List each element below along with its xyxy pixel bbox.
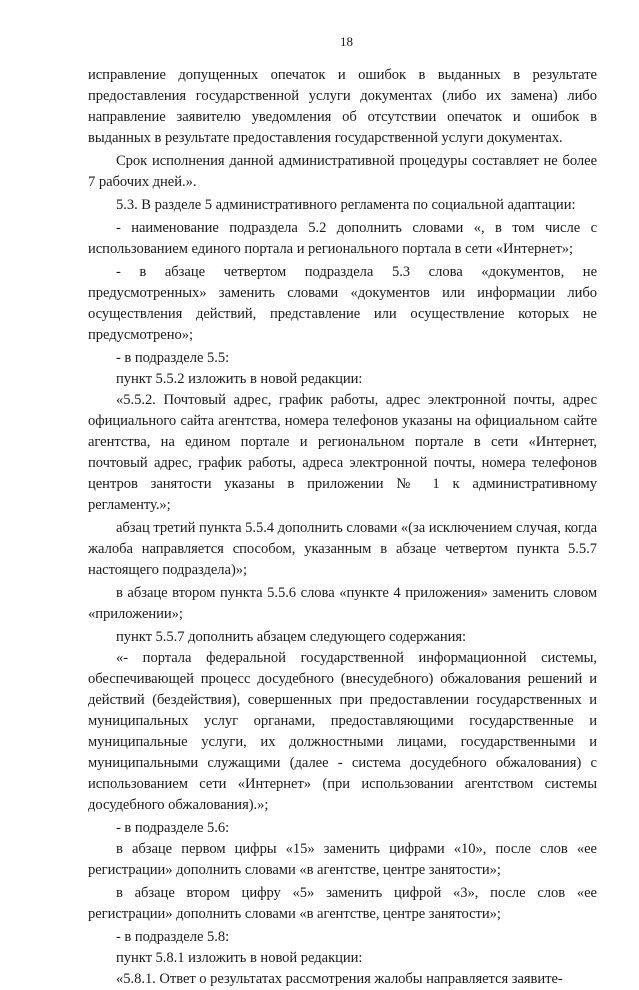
paragraph: абзац третий пункта 5.5.4 дополнить словами «(за исключением случая, когда жалоба направляется способом, указанным в абзаце четвертом пункта 5.5.7 настоящего подраздела)»; — [88, 520, 597, 578]
page-number: 18 — [340, 34, 353, 49]
document-body — [88, 65, 597, 990]
paragraph: - в абзаце четвертом подраздела 5.3 слова «документов, не предусмотренных» заменить словами «документов или информации либо осуществления действий, представление или осуществление которых не предусмотрено»; — [88, 264, 597, 343]
paragraph: в абзаце втором пункта 5.5.6 слова «пункте 4 приложения» заменить словом «приложении»; — [88, 585, 597, 622]
paragraph: пункт 5.5.7 дополнить абзацем следующего содержания: — [116, 629, 467, 645]
paragraph: пункт 5.8.1 изложить в новой редакции: — [116, 950, 363, 966]
paragraph: исправление допущенных опечаток и ошибок в выданных в результате предоставления государственной услуги документах (либо их замена) либо направление заявителю уведомления об отсутствии опечаток и ошибок в выданных в результате предоставления государственной услуги документах. — [88, 67, 597, 146]
paragraph: «5.5.2. Почтовый адрес, график работы, адрес электронной почты, адрес официального сайта агентства, номера телефонов указаны на официальном сайте агентства, на едином портале и региональном портале в сети «Интернет, почтовый адрес, график работы, адреса электронной почты, номера телефонов центров занятости указаны в приложении № 1 к административному регламенту.»; — [88, 392, 597, 513]
paragraph: в абзаце первом цифры «15» заменить цифрами «10», после слов «ее регистрации» дополнить словами «в агентстве, центре занятости»; — [88, 841, 597, 878]
paragraph: - в подразделе 5.6: — [116, 820, 230, 836]
paragraph: пункт 5.5.2 изложить в новой редакции: — [116, 371, 363, 387]
paragraph: «5.8.1. Ответ о результатах рассмотрения жалобы направляется заявите- — [116, 971, 563, 987]
paragraph: - наименование подраздела 5.2 дополнить словами «, в том числе с использованием единого портала и регионального портала в сети «Интернет»; — [88, 220, 597, 257]
paragraph: 5.3. В разделе 5 административного регламента по социальной адаптации: — [116, 197, 576, 213]
paragraph: - в подразделе 5.5: — [116, 350, 230, 366]
paragraph: Срок исполнения данной административной процедуры составляет не более 7 рабочих дней.». — [88, 153, 597, 190]
paragraph: в абзаце втором цифру «5» заменить цифрой «3», после слов «ее регистрации» дополнить словами «в агентстве, центре занятости»; — [88, 885, 597, 922]
paragraph: - в подразделе 5.8: — [116, 929, 230, 945]
paragraph: «- портала федеральной государственной информационной системы, обеспечивающей процесс досудебного (внесудебного) обжалования решений и действий (бездействия), совершенных при предоставлении государственных и муниципальных услуг органами, предоставляющими государственные и муниципальные услуги, их должностными лицами, государственными и муниципальными служащими (далее - система досудебного обжалования) с использованием сети «Интернет» (при использовании агентством системы досудебного обжалования).»; — [88, 650, 597, 813]
